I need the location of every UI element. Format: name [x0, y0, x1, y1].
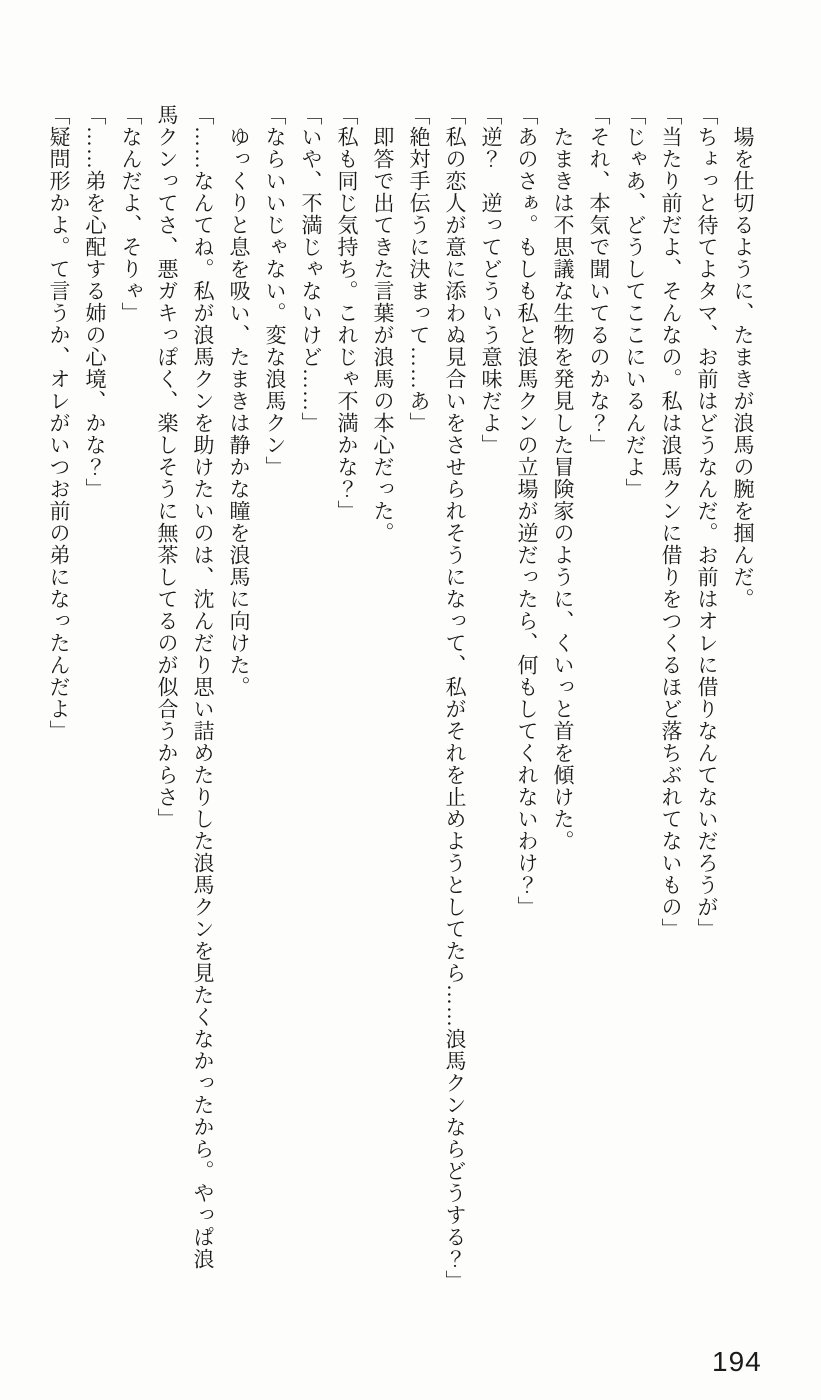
text-line: 「私の恋人が意に添わぬ見合いをさせられそうになって、私がそれを止めようとしてたら……浪馬クンならどうする？」: [443, 104, 467, 1292]
text-line: 「私も同じ気持ち。これじゃ不満かな？」: [335, 104, 359, 522]
text-line: 「ならいいじゃない。変な浪馬クン」: [263, 104, 287, 478]
page-number: 194: [712, 1346, 762, 1377]
text-line: ゆっくりと息を吸い、たまきは静かな瞳を浪馬に向けた。: [227, 126, 251, 698]
text-line: 「絶対手伝うに決まって……あ」: [407, 104, 431, 434]
text-line: 「逆？ 逆ってどういう意味だよ」: [479, 104, 503, 456]
text-line: 場を仕切るように、たまきが浪馬の腕を掴んだ。: [731, 126, 755, 610]
text-line: 「なんだよ、そりゃ」: [119, 104, 143, 324]
text-line: 「……なんてね。私が浪馬クンを助けたいのは、沈んだり思い詰めたりした浪馬クンを見たくなかったから。やっぱ浪: [191, 104, 215, 1270]
text-line: 馬クンってさ、悪ガキっぽく、楽しそうに無茶してるのが似合うからさ」: [155, 104, 179, 830]
text-line: 「……弟を心配する姉の心境、かな？」: [83, 104, 107, 500]
text-line: 「それ、本気で聞いてるのかな？」: [587, 104, 611, 456]
text-line: 「疑問形かよ。て言うか、オレがいつお前の弟になったんだよ」: [47, 104, 71, 742]
text-line: たまきは不思議な生物を発見した冒険家のように、くいっと首を傾けた。: [551, 126, 575, 852]
vertical-text-columns: [41, 104, 761, 1359]
text-line: 即答で出てきた言葉が浪馬の本心だった。: [371, 126, 395, 544]
text-line: 「じゃあ、どうしてここにいるんだよ」: [623, 104, 647, 500]
text-line: 「当たり前だよ、そんなの。私は浪馬クンに借りをつくるほど落ちぶれてないもの」: [659, 104, 683, 940]
text-line: 「あのさぁ。もしも私と浪馬クンの立場が逆だったら、何もしてくれないわけ？」: [515, 104, 539, 918]
text-line: 「いや、不満じゃないけど……」: [299, 104, 323, 434]
text-line: 「ちょっと待てよタマ、お前はどうなんだ。お前はオレに借りなんてないだろうが」: [695, 104, 719, 940]
